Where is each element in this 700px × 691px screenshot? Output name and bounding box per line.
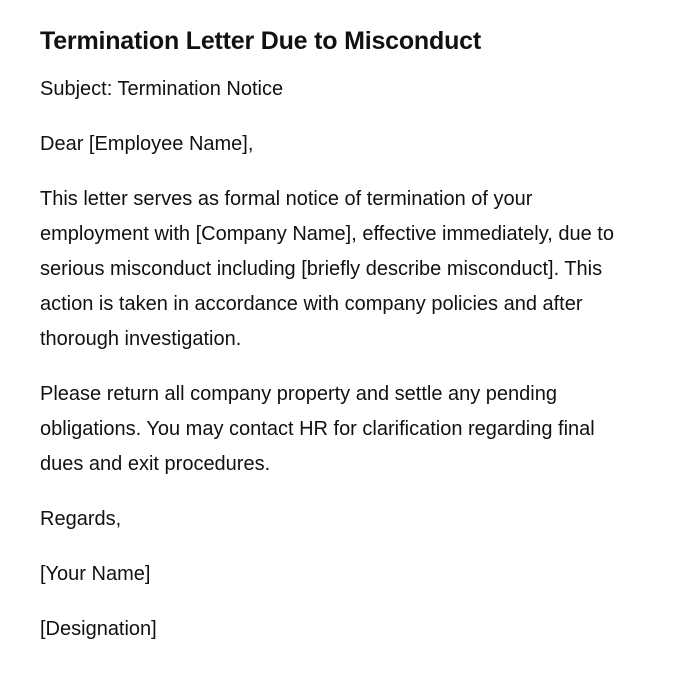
letter-closing: Regards,	[40, 508, 122, 530]
letter-title: Termination Letter Due to Misconduct	[40, 27, 481, 55]
letter-body-paragraph-1: This letter serves as formal notice of termination of your employment with [Company Name], effective immediately, due to serious misconduct including [briefly describe misconduct]. This action is taken in accordance with company policies and after thorough investigation.	[40, 188, 614, 350]
letter-signature-name: [Your Name]	[40, 563, 151, 585]
letter-salutation: Dear [Employee Name],	[40, 133, 254, 155]
letter-body-paragraph-2: Please return all company property and settle any pending obligations. You may contact HR for clarification regarding final dues and exit procedures.	[40, 383, 595, 475]
letter-signature-designation: [Designation]	[40, 618, 157, 640]
letter-subject: Subject: Termination Notice	[40, 78, 284, 100]
